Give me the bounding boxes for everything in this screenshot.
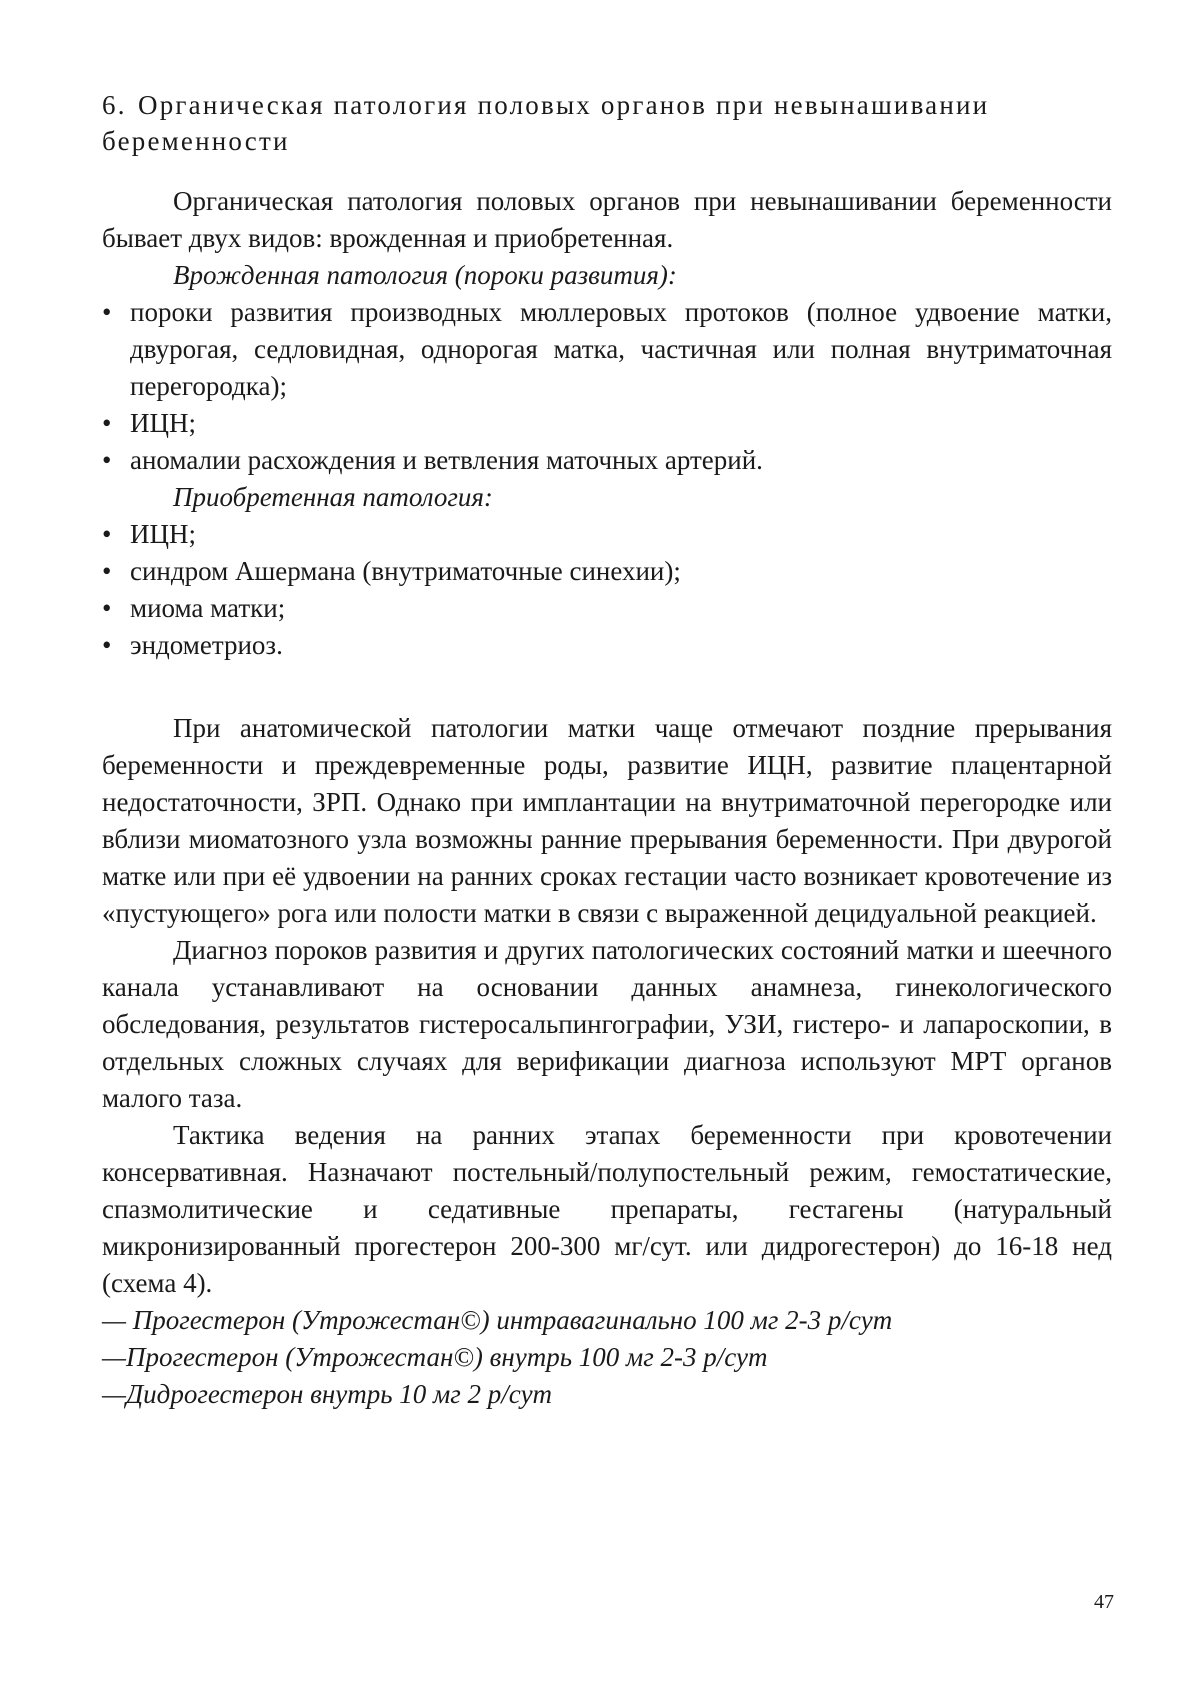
dosage-line: —Дидрогестерон внутрь 10 мг 2 р/сут [102, 1379, 553, 1409]
list-item: • ИЦН; [102, 405, 1112, 442]
acquired-list [102, 516, 1112, 664]
dosage-line: —Прогестерон (Утрожестан©) внутрь 100 мг 2-3 р/сут [102, 1342, 768, 1372]
paragraph-clinical: При анатомической патологии матки чаще отмечают поздние прерывания беременности и преждевременные роды, развитие ИЦН, развитие плацентарной недостаточности, ЗРП. Однако при имплантации на внутриматочной перегородке или вблизи миоматозного узла возможны ранние прерывания беременности. При двурогой матке или при её удвоении на ранних сроках гестации часто возникает кровотечение из «пустующего» рога или полости матки в связи с выраженной децидуальной реакцией. [102, 713, 1112, 928]
list-item: • аномалии расхождения и ветвления маточных артерий. [102, 442, 1112, 479]
list-item: • ИЦН; [102, 516, 1112, 553]
intro-block [102, 183, 1112, 664]
bullet-icon: • [102, 556, 112, 586]
bullet-icon: • [102, 408, 112, 438]
section-heading [102, 87, 1112, 159]
list-item: • миома матки; [102, 590, 1112, 627]
section-number: 6. [102, 90, 127, 120]
paragraph-tactics: Тактика ведения на ранних этапах беременности при кровотечении консервативная. Назначают постельный/полупостельный режим, гемостатические, спазмолитические и седативные препараты, гестагены (натуральный микронизированный прогестерон 200-300 мг/сут. или дидрогестерон) до 16-18 нед (схема 4). [102, 1120, 1112, 1298]
bullet-icon: • [102, 593, 112, 623]
page-number: 47 [1094, 1591, 1114, 1613]
congenital-heading: Врожденная патология (пороки развития): [173, 260, 677, 290]
paragraph-diagnosis: Диагноз пороков развития и других патологических состояний матки и шеечного канала устанавливают на основании данных анамнеза, гинекологического обследования, результатов гистеросальпингографии, УЗИ, гистеро- и лапароскопии, в отдельных сложных случаях для верификации диагноза используют МРТ органов малого таза. [102, 935, 1112, 1113]
dosage-line: — Прогестерон (Утрожестан©) интравагинально 100 мг 2-3 р/сут [102, 1305, 893, 1335]
acquired-heading: Приобретенная патология: [173, 482, 493, 512]
bullet-icon: • [102, 297, 112, 327]
bullet-icon: • [102, 445, 112, 475]
congenital-list [102, 294, 1112, 479]
bullet-icon: • [102, 630, 112, 660]
list-item: • синдром Ашермана (внутриматочные синехии); [102, 553, 1112, 590]
body-block [102, 710, 1112, 1413]
list-item: • эндометриоз. [102, 627, 1112, 664]
section-title: Органическая патология половых органов при невынашивании беременности [102, 90, 990, 156]
list-item: • пороки развития производных мюллеровых протоков (полное удвоение матки, двурогая, седловидная, однорогая матка, частичная или полная внутриматочная перегородка); [102, 294, 1112, 405]
intro-paragraph: Органическая патология половых органов при невынашивании беременности бывает двух видов: врожденная и приобретенная. [102, 186, 1112, 253]
bullet-icon: • [102, 519, 112, 549]
